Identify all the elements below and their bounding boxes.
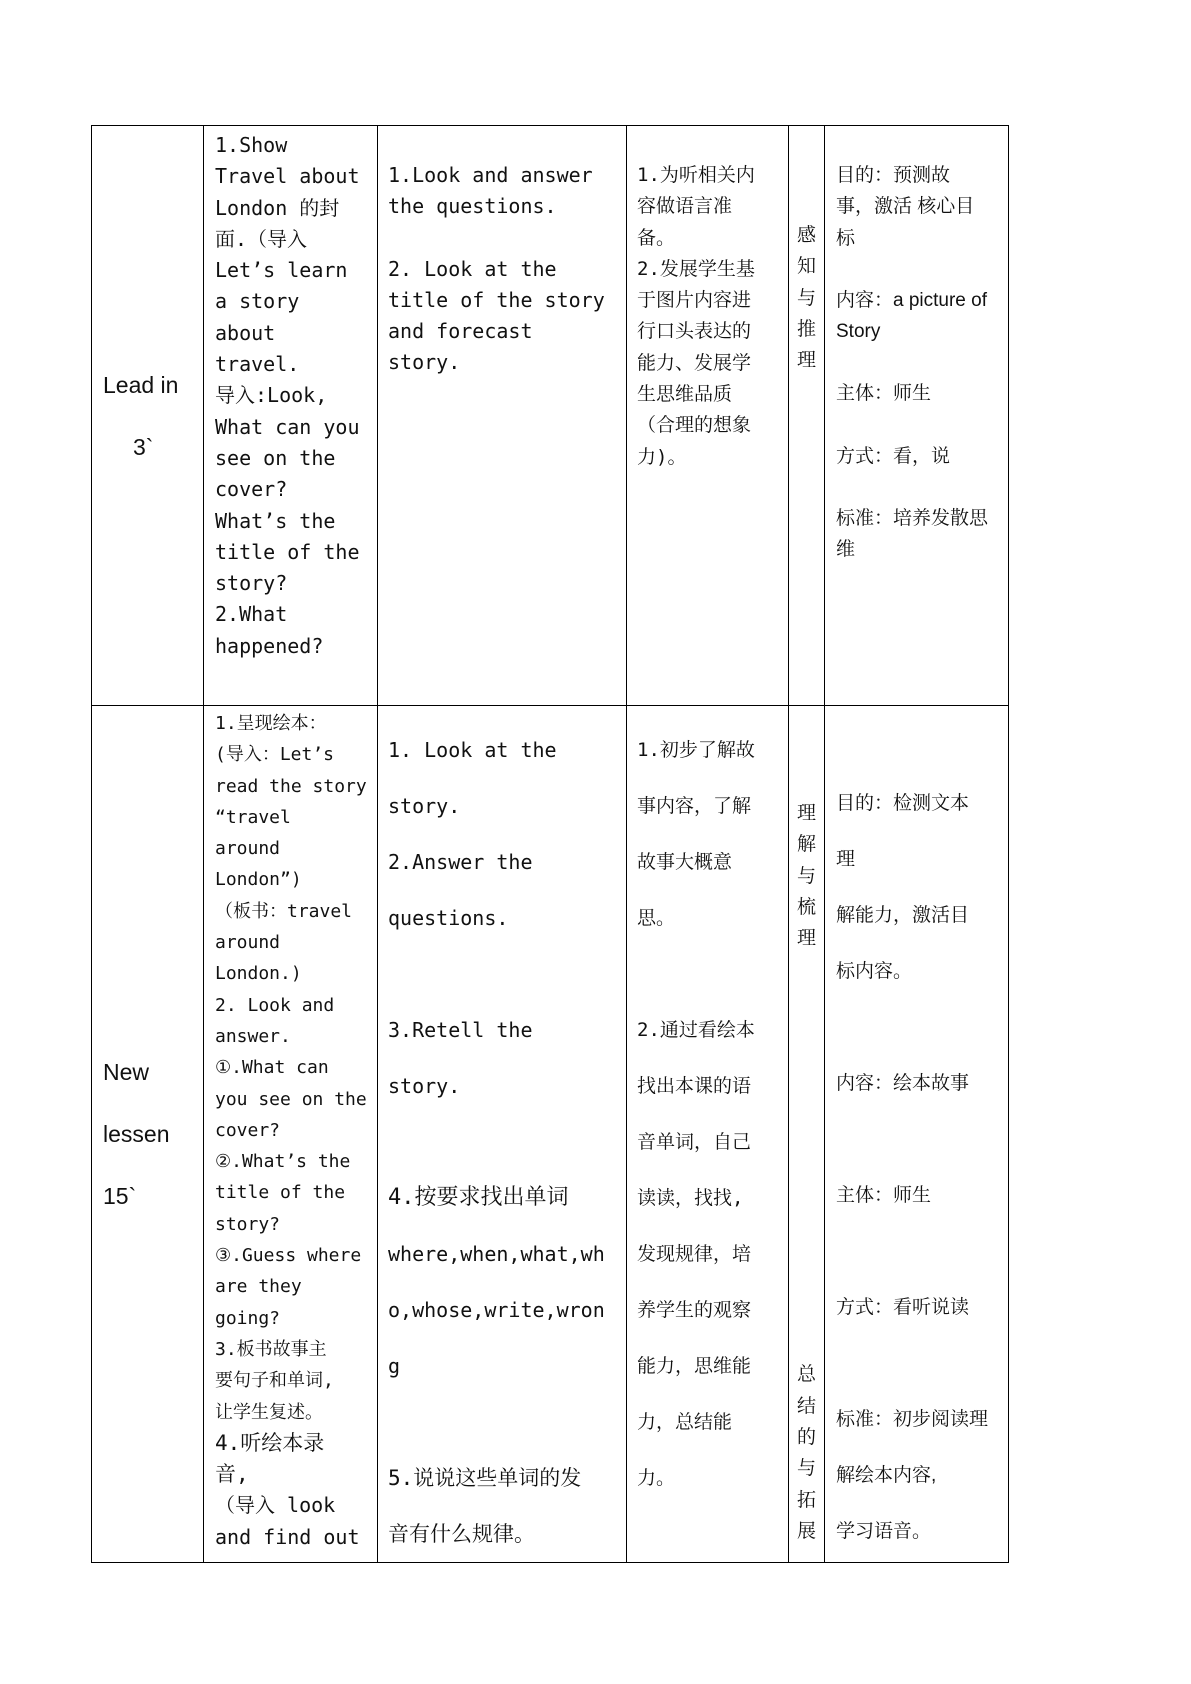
text-line: story? [215, 1213, 281, 1235]
text-line: story? [215, 571, 288, 596]
category-char: 梳 [796, 896, 816, 918]
stage-duration: 3` [133, 433, 154, 460]
text-line: o,whose,write,wron [388, 1298, 605, 1322]
text-line: 理 [836, 849, 856, 870]
text-line: 音, [215, 1462, 249, 1487]
spacer [836, 1000, 1002, 1056]
notes-cell [825, 706, 1009, 1563]
category-char: 与 [796, 865, 816, 887]
text-line: 故事大概意 [637, 851, 733, 873]
stage-name: Lead in [103, 371, 179, 398]
text-line: 维 [836, 539, 856, 561]
category-char: 感 [796, 225, 816, 246]
spacer [789, 954, 824, 1359]
text-line: 学习语音。 [836, 1521, 932, 1542]
text-line: （板书：travel [215, 900, 353, 922]
text-line: 行口头表达的 [637, 320, 752, 343]
category-char: 的 [796, 1427, 816, 1449]
text-line: 要句子和单词, [215, 1370, 334, 1392]
text-line: title of the story [388, 287, 605, 312]
stage-cell [92, 706, 204, 1563]
text-line: 2.发展学生基 [637, 257, 755, 280]
text-line: What can you [215, 414, 360, 439]
text-line: 面.（导入 [215, 226, 308, 251]
text-line: answer. [215, 1025, 291, 1047]
table-row [92, 706, 1009, 1563]
text-line: 1. Look at the [388, 738, 557, 762]
text-line: 于图片内容进 [637, 289, 752, 312]
text-line: London.) [215, 963, 302, 985]
text-line: 找出本课的语 [637, 1075, 752, 1097]
text-line: 2. Look at the [388, 256, 557, 281]
text-line: 方式：看听说读 [836, 1297, 970, 1318]
table-row [92, 126, 1009, 706]
text-line: are they [215, 1276, 302, 1298]
text-line: 3.Retell the [388, 1018, 533, 1042]
category-cell [789, 706, 825, 1563]
spacer [388, 1114, 616, 1170]
text-line: 1.Look and answer [388, 163, 593, 187]
text-line: and forecast [388, 319, 533, 344]
text-line: 力，总结能 [637, 1411, 733, 1433]
text-line: 解能力，激活目 [836, 905, 970, 926]
category-char: 与 [796, 287, 816, 309]
text-line: 方式：看，说 [836, 445, 951, 467]
category-char: 结 [796, 1395, 816, 1417]
text-line: 2.通过看绘本 [637, 1019, 755, 1041]
category-char: 推 [796, 318, 816, 340]
category-char: 展 [796, 1520, 816, 1542]
text-line: where,when,what,wh [388, 1242, 605, 1266]
text-line: read the story [215, 775, 367, 797]
text-line: you see on the [215, 1088, 367, 1110]
text-line: travel. [215, 352, 300, 377]
spacer [388, 1394, 616, 1450]
text-line: Travel about [215, 164, 360, 189]
text-line: 1.呈现绘本： [215, 713, 327, 734]
text-line: ①.What can [215, 1057, 329, 1079]
text-line: 解绘本内容, [836, 1465, 937, 1486]
text-line: 音有什么规律。 [388, 1522, 535, 1546]
text-line: 4.听绘本录 [215, 1430, 325, 1455]
text-line: ②.What’s the [215, 1151, 351, 1173]
text-line: 事内容，了解 [637, 795, 752, 817]
student-activity-cell [378, 706, 627, 1563]
spacer [388, 223, 616, 254]
text-line: What’s the [215, 508, 336, 533]
category-char: 解 [796, 834, 816, 856]
category-char: 理 [796, 350, 816, 372]
category-char: 理 [796, 928, 816, 950]
text-line: 2.Answer the [388, 850, 533, 874]
spacer [836, 1112, 1002, 1168]
text-line: 读读，找找, [637, 1187, 744, 1209]
text-line: story. [388, 1074, 461, 1098]
text-line: 内容：a picture of [836, 289, 987, 311]
text-line: 主体：师生 [836, 1185, 932, 1206]
text-line: 能力、发展学 [637, 351, 752, 374]
notes-cell [825, 126, 1009, 706]
text-line: story. [388, 794, 461, 818]
stage-name: New [103, 1059, 150, 1085]
stage-cell [92, 126, 204, 706]
text-line: Let’s learn [215, 258, 348, 283]
text-line: 生思维品质 [637, 383, 733, 406]
text-line: 2. Look and [215, 994, 335, 1016]
text-line: around [215, 838, 281, 860]
text-line: see on the [215, 445, 336, 470]
text-line: cover? [215, 477, 288, 502]
text-line: 内容：绘本故事 [836, 1073, 970, 1094]
text-line: 主体：师生 [836, 383, 932, 405]
text-line: (导入：Let’s [215, 744, 335, 766]
spacer [836, 410, 1002, 441]
text-line: going? [215, 1307, 281, 1329]
text-line: a story [215, 289, 300, 314]
category-char: 拓 [796, 1489, 816, 1511]
text-line: happened? [215, 633, 324, 658]
spacer [836, 1224, 1002, 1280]
text-line: 力)。 [637, 445, 687, 468]
text-line: （导入 look [215, 1493, 336, 1518]
text-line: title of the [215, 1182, 346, 1204]
text-line: 导入:Look, [215, 383, 328, 408]
stage-name-line2: lessen [103, 1121, 170, 1147]
text-line: 思。 [637, 907, 676, 929]
spacer [388, 946, 616, 1002]
text-line: around [215, 932, 281, 954]
text-line: Story [836, 321, 881, 343]
category-char: 理 [796, 803, 816, 824]
stage-duration: 15` [103, 1183, 137, 1209]
text-line: （合理的想象 [637, 414, 752, 437]
text-line: “travel [215, 806, 291, 828]
text-line: 4.按要求找出单词 [388, 1185, 569, 1210]
text-line: 1.Show [215, 133, 288, 157]
text-line: 容做语言准 [637, 195, 733, 218]
spacer [836, 254, 1002, 285]
text-line: 备。 [637, 226, 676, 249]
spacer [836, 1336, 1002, 1392]
text-line: London 的封 [215, 195, 340, 220]
category-char: 总 [796, 1364, 816, 1386]
text-line: 标内容。 [836, 961, 913, 982]
category-char: 知 [796, 256, 816, 278]
text-line: 目的：检测文本 [836, 793, 970, 814]
text-line: 1.初步了解故 [637, 739, 755, 761]
text-line: 音单词，自己 [637, 1131, 752, 1153]
teacher-activity-cell [204, 706, 378, 1563]
spacer [836, 347, 1002, 378]
text-line: and find out [215, 1524, 360, 1549]
text-line: 发现规律，培 [637, 1243, 752, 1265]
category-cell [789, 126, 825, 706]
text-line: 养学生的观察 [637, 1299, 752, 1321]
text-line: about [215, 320, 276, 345]
text-line: 1.为听相关内 [637, 164, 755, 186]
text-line: 事，激活 核心目 [836, 196, 975, 218]
text-line: 力。 [637, 1467, 676, 1489]
text-line: story. [388, 350, 461, 375]
text-line: 标准：初步阅读理 [836, 1409, 989, 1430]
text-line: cover? [215, 1119, 281, 1141]
text-line: 目的：预测故 [836, 165, 951, 186]
text-line: questions. [388, 906, 509, 930]
text-line: 2.What [215, 602, 288, 627]
text-line: the questions. [388, 194, 557, 219]
text-line: 让学生复述。 [215, 1401, 323, 1423]
teacher-activity-cell [204, 126, 378, 706]
lesson-plan-table [91, 125, 1009, 1563]
spacer [637, 946, 779, 1002]
text-line: g [388, 1354, 401, 1378]
design-purpose-cell [627, 706, 789, 1563]
text-line: ③.Guess where [215, 1245, 362, 1267]
student-activity-cell [378, 126, 627, 706]
text-line: title of the [215, 539, 360, 564]
text-line: 3.板书故事主 [215, 1338, 327, 1360]
text-line: 标准：培养发散思 [836, 508, 989, 530]
category-char: 与 [796, 1458, 816, 1480]
design-purpose-cell [627, 126, 789, 706]
text-line: 能力，思维能 [637, 1355, 752, 1377]
text-line: London”) [215, 869, 302, 891]
spacer [836, 472, 1002, 503]
text-line: 5.说说这些单词的发 [388, 1466, 582, 1490]
text-line: 标 [836, 227, 856, 249]
